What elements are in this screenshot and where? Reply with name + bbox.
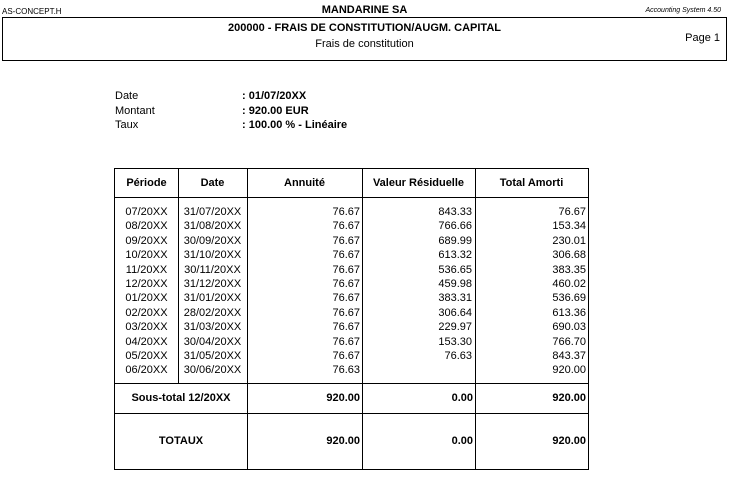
report-code: AS-CONCEPT.H xyxy=(2,7,62,16)
table-cell: 229.97 xyxy=(438,321,472,334)
info-row-rate xyxy=(115,118,347,133)
table-cell: 76.67 xyxy=(332,263,360,276)
table-cell: 230.01 xyxy=(552,234,586,247)
table-cell: 76.67 xyxy=(332,292,360,305)
table-cell: 920.00 xyxy=(552,364,586,377)
table-cell: 536.69 xyxy=(552,292,586,305)
table-cell: 76.67 xyxy=(332,249,360,262)
table-cell: 31/10/20XX xyxy=(183,249,242,262)
table-cell: 31/07/20XX xyxy=(183,206,242,218)
table-cell xyxy=(363,363,474,377)
header-date: Date xyxy=(200,177,225,189)
table-cell: 383.35 xyxy=(552,263,586,276)
table-cell: 536.65 xyxy=(438,263,472,276)
table-cell: 12/20XX xyxy=(125,277,168,290)
table-cell: 76.67 xyxy=(332,306,360,319)
table-cell: 10/20XX xyxy=(125,249,168,262)
column-valeur-residuelle xyxy=(363,205,474,378)
page-number: Page 1 xyxy=(685,32,720,44)
totals-annuite: 920.00 xyxy=(326,435,360,447)
asset-info xyxy=(115,89,347,133)
table-cell: 459.98 xyxy=(438,277,472,290)
table-cell: 843.37 xyxy=(552,349,586,362)
table-cell: 613.32 xyxy=(438,249,472,262)
table-cell: 153.34 xyxy=(552,220,586,233)
account-title: 200000 - FRAIS DE CONSTITUTION/AUGM. CAPITAL xyxy=(228,22,501,34)
table-cell: 76.67 xyxy=(332,220,360,233)
header-periode: Période xyxy=(126,177,167,189)
subtotal-total: 920.00 xyxy=(552,392,586,404)
divider xyxy=(115,413,588,414)
amount-label: Montant xyxy=(115,104,155,117)
report-header xyxy=(2,17,727,61)
table-cell: 05/20XX xyxy=(125,349,168,362)
table-cell: 31/12/20XX xyxy=(183,277,242,290)
table-cell: 08/20XX xyxy=(125,220,168,233)
table-cell: 31/05/20XX xyxy=(183,349,242,362)
table-cell: 76.63 xyxy=(444,349,472,362)
table-cell: 766.66 xyxy=(438,220,472,233)
subtotal-annuite: 920.00 xyxy=(326,392,360,404)
table-cell: 28/02/20XX xyxy=(183,306,242,319)
header-total-amorti: Total Amorti xyxy=(499,177,564,189)
table-cell: 30/06/20XX xyxy=(183,364,242,377)
subtotal-valeur: 0.00 xyxy=(451,392,473,404)
totals-label: TOTAUX xyxy=(158,435,204,447)
table-cell: 690.03 xyxy=(552,321,586,334)
table-cell: 153.30 xyxy=(438,335,472,348)
table-cell: 76.63 xyxy=(332,364,360,377)
table-cell: 306.64 xyxy=(438,306,472,319)
table-cell: 76.67 xyxy=(332,206,360,218)
table-cell: 76.67 xyxy=(332,277,360,290)
table-cell: 766.70 xyxy=(552,335,586,348)
column-total-amorti xyxy=(476,205,588,378)
totals-valeur: 0.00 xyxy=(451,435,473,447)
rate-value: : 100.00 % - Linéaire xyxy=(242,119,348,131)
company-name: MANDARINE SA xyxy=(321,4,408,16)
date-label: Date xyxy=(115,90,139,102)
table-cell: 07/20XX xyxy=(125,206,168,218)
table-cell: 09/20XX xyxy=(125,234,168,247)
depreciation-table xyxy=(114,168,589,470)
table-cell: 76.67 xyxy=(332,349,360,362)
info-row-date xyxy=(115,89,347,104)
table-cell: 01/20XX xyxy=(125,292,168,305)
table-cell: 843.33 xyxy=(438,206,472,218)
account-subtitle: Frais de constitution xyxy=(315,38,414,50)
divider xyxy=(115,383,588,384)
table-cell: 306.68 xyxy=(552,249,586,262)
subtotal-label: Sous-total 12/20XX xyxy=(131,392,231,404)
info-row-amount xyxy=(115,104,347,119)
table-cell: 31/01/20XX xyxy=(183,292,242,305)
table-cell: 02/20XX xyxy=(125,306,168,319)
table-cell: 31/03/20XX xyxy=(183,321,242,334)
table-cell: 76.67 xyxy=(332,335,360,348)
table-cell: 30/04/20XX xyxy=(183,335,242,348)
totals-total: 920.00 xyxy=(552,435,586,447)
date-value: : 01/07/20XX xyxy=(242,90,307,102)
divider xyxy=(115,197,588,198)
column-periode xyxy=(115,205,178,378)
table-cell: 30/11/20XX xyxy=(184,263,241,276)
table-cell: 76.67 xyxy=(332,234,360,247)
header-annuite: Annuité xyxy=(284,177,325,189)
system-version: Accounting System 4.50 xyxy=(645,7,721,14)
table-cell: 460.02 xyxy=(552,277,586,290)
rate-label: Taux xyxy=(115,119,139,131)
table-cell: 30/09/20XX xyxy=(183,234,242,247)
table-cell: 04/20XX xyxy=(125,335,168,348)
table-cell: 11/20XX xyxy=(125,263,168,276)
amount-value: : 920.00 EUR xyxy=(242,104,309,117)
table-cell: 383.31 xyxy=(438,292,472,305)
table-cell: 03/20XX xyxy=(125,321,168,334)
column-annuite xyxy=(247,205,362,378)
table-cell: 31/08/20XX xyxy=(183,220,242,233)
table-cell: 689.99 xyxy=(438,234,472,247)
table-cell: 76.67 xyxy=(332,321,360,334)
table-cell: 613.36 xyxy=(552,306,586,319)
header-valeur-residuelle: Valeur Résiduelle xyxy=(372,177,465,189)
table-cell: 76.67 xyxy=(558,206,586,218)
table-cell: 06/20XX xyxy=(125,364,168,377)
column-date xyxy=(178,205,247,378)
